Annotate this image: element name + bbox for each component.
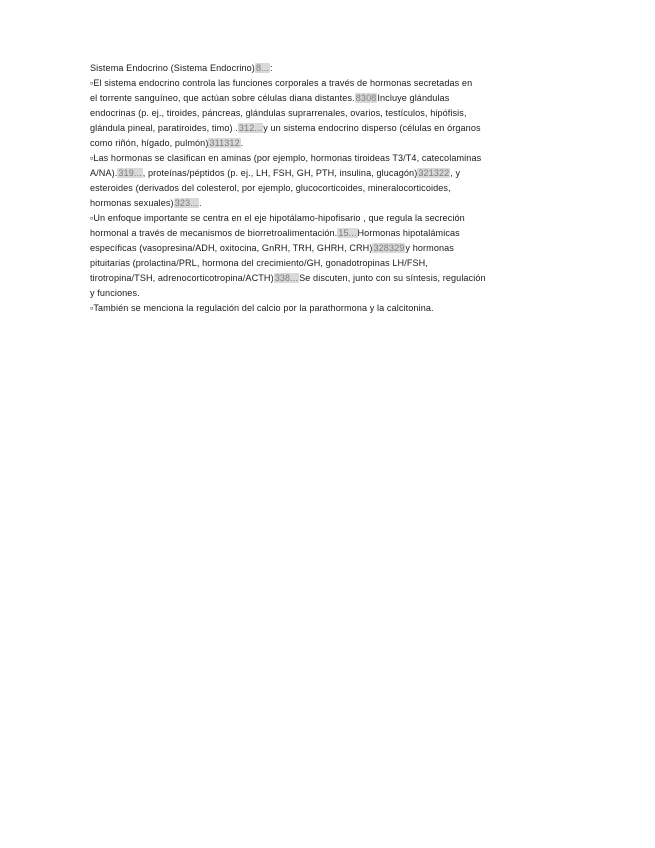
- text-run: Hormonas hipotalámicas: [357, 228, 460, 238]
- heading-text: Sistema Endocrino (Sistema Endocrino): [90, 63, 255, 73]
- text-run: el torrente sanguíneo, que actúan sobre células diana distantes.: [90, 93, 355, 103]
- text-line: pituitarias (prolactina/PRL, hormona del crecimiento/GH, gonadotropinas LH/FSH,: [90, 258, 428, 268]
- citation-link[interactable]: 311312: [209, 138, 240, 148]
- text-run: Se discuten, junto con su síntesis, regulación: [299, 273, 486, 283]
- citation-link[interactable]: 8308: [355, 93, 377, 103]
- bullet-item-hormone-classes: [90, 151, 568, 211]
- citation-link[interactable]: 8...: [255, 63, 269, 73]
- text-run: tirotropina/TSH, adrenocorticotropina/ACTH): [90, 273, 274, 283]
- citation-link[interactable]: 312...: [238, 123, 263, 133]
- text-line: [90, 196, 568, 211]
- text-line: [90, 226, 568, 241]
- text-run: A/NA).: [90, 168, 118, 178]
- text-run: específicas (vasopresina/ADH, oxitocina, GnRH, TRH, GHRH, CRH): [90, 243, 373, 253]
- text-run: y hormonas: [405, 243, 454, 253]
- text-run: , proteínas/péptidos (p. ej., LH, FSH, GH, PTH, insulina, glucagón): [142, 168, 418, 178]
- citation-link[interactable]: 321322: [418, 168, 450, 178]
- citation-link[interactable]: 323...: [174, 198, 199, 208]
- text-line: [90, 136, 568, 151]
- text-run: como riñón, hígado, pulmón): [90, 138, 209, 148]
- section-heading: [90, 61, 568, 76]
- text-line: y funciones.: [90, 288, 140, 298]
- text-line: endocrinas (p. ej., tiroides, páncreas, glándulas suprarrenales, ovarios, testículos, hipófisis,: [90, 108, 467, 118]
- citation-link[interactable]: 338...: [274, 273, 299, 283]
- text-line: [90, 271, 568, 286]
- text-line: [90, 121, 568, 136]
- text-line: ▫Un enfoque importante se centra en el eje hipotálamo-hipofisario , que regula la secreción: [90, 213, 465, 223]
- text-run: hormonas sexuales): [90, 198, 174, 208]
- citation-link[interactable]: 15...: [338, 228, 357, 238]
- bullet-item-hypothalamic-pituitary-axis: [90, 211, 568, 301]
- heading-colon: :: [269, 63, 273, 73]
- text-run: hormonal a través de mecanismos de biorretroalimentación.: [90, 228, 338, 238]
- text-line: ▫También se menciona la regulación del calcio por la parathormona y la calcitonina.: [90, 303, 434, 313]
- text-line: ▫Las hormonas se clasifican en aminas (por ejemplo, hormonas tiroideas T3/T4, catecolaminas: [90, 153, 482, 163]
- text-line: [90, 241, 568, 256]
- text-line: esteroides (derivados del colesterol, por ejemplo, glucocorticoides, mineralocorticoides,: [90, 183, 451, 193]
- text-line: [90, 166, 568, 181]
- citation-link[interactable]: 328329: [373, 243, 405, 253]
- text-run: Incluye glándulas: [377, 93, 450, 103]
- bullet-item-calcium-regulation: [90, 301, 568, 316]
- text-run: .: [240, 138, 244, 148]
- text-run: glándula pineal, paratiroides, timo) .: [90, 123, 238, 133]
- document-body: [90, 61, 568, 316]
- citation-link[interactable]: 319...: [118, 168, 142, 178]
- text-run: , y: [450, 168, 461, 178]
- bullet-item-endocrine-overview: [90, 76, 568, 151]
- text-run: .: [199, 198, 202, 208]
- text-run: y un sistema endocrino disperso (células en órganos: [263, 123, 481, 133]
- text-line: [90, 91, 568, 106]
- text-line: ▫El sistema endocrino controla las funciones corporales a través de hormonas secretadas en: [90, 78, 473, 88]
